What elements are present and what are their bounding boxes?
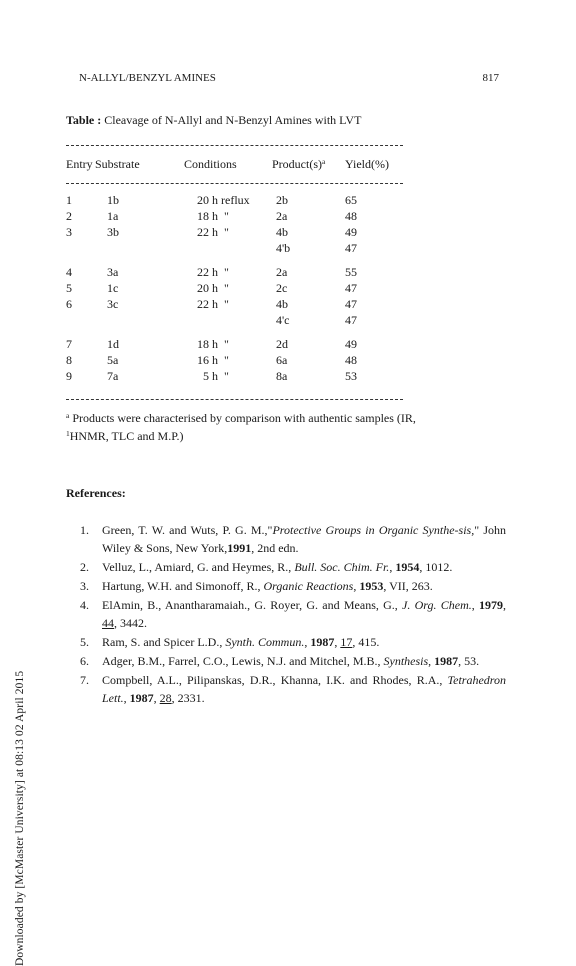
cell-yield: 47 [345,297,357,311]
table-caption-text: Cleavage of N-Allyl and N-Benzyl Amines with LVT [104,113,362,127]
cell-entry: 4 [66,265,72,279]
table-caption [66,113,361,128]
table-row [66,264,406,280]
page-number: 817 [482,72,499,84]
cell-conditions: 22 h " [197,265,229,279]
reference-number: 6. [80,654,89,668]
reference-item: 6. Adger, B.M., Farrel, C.O., Lewis, N.J. and Mitchel, M.B., Synthesis, 1987, 53. [80,654,480,668]
cell-product: 6a [276,353,288,367]
table-rule-top [66,145,403,146]
running-header [79,72,499,84]
reference-item: 1. Green, T. W. and Wuts, P. G. M.,"Protective Groups in Organic Synthe-sis," John Wiley & Sons, New York,1991, 2nd edn. [80,523,506,555]
table-row [66,208,406,224]
reference-number: 7. [80,673,89,687]
cell-product: 2b [276,193,288,207]
cell-substrate: 3b [107,225,119,239]
cell-substrate: 7a [107,369,119,383]
reference-item: 5. Ram, S. and Spicer L.D., Synth. Commun., 1987, 17, 415. [80,635,380,649]
reference-item: 2. Velluz, L., Amiard, G. and Heymes, R., Bull. Soc. Chim. Fr., 1954, 1012. [80,560,453,574]
references-heading: References: [66,486,126,500]
cell-entry: 6 [66,297,72,311]
cell-product: 8a [276,369,288,383]
reference-item: 3. Hartung, W.H. and Simonoff, R., Organic Reactions, 1953, VII, 263. [80,579,433,593]
footnote-text-2: HNMR, TLC and M.P.) [69,429,184,443]
cell-entry: 9 [66,369,72,383]
cell-yield: 65 [345,193,357,207]
download-watermark-text: Downloaded by [McMaster University] at 08:13 02 April 2015 [14,670,26,966]
table-row [66,368,406,384]
header-substrate: Substrate [95,157,140,171]
table-body [66,192,406,384]
header-entry: Entry [66,157,93,171]
cell-substrate: 1c [107,281,119,295]
cell-product: 4b [276,297,288,311]
cell-product: 2a [276,265,288,279]
cell-conditions: 18 h " [197,337,229,351]
cell-conditions: 18 h " [197,209,229,223]
table-row [66,352,406,368]
cell-yield: 49 [345,337,357,351]
footnote-mark: a [66,411,70,420]
cell-entry: 1 [66,193,72,207]
reference-number: 1. [80,523,89,537]
cell-product: 2a [276,209,288,223]
cell-product: 2d [276,337,288,351]
cell-product: 4'c [276,313,290,327]
table-row [66,280,406,296]
cell-conditions: 20 h reflux [197,193,250,207]
cell-product: 2c [276,281,288,295]
download-watermark [2,258,26,966]
cell-yield: 47 [345,241,357,255]
cell-substrate: 3a [107,265,119,279]
cell-substrate: 3c [107,297,119,311]
reference-item: 7. Compbell, A.L., Pilipanskas, D.R., Khanna, I.K. and Rhodes, R.A., Tetrahedron Lett., 1987, 28, 2331. [80,673,506,705]
header-conditions: Conditions [184,157,237,171]
cell-substrate: 5a [107,353,119,367]
cell-yield: 47 [345,281,357,295]
cell-yield: 47 [345,313,357,327]
header-products: $Product(s)^a$ [272,157,326,171]
reference-number: 2. [80,560,89,574]
table-row [66,312,406,328]
cell-entry: 5 [66,281,72,295]
table-row [66,336,406,352]
table-caption-label: Table : [66,113,102,127]
table-row [66,296,406,312]
cell-substrate: 1a [107,209,119,223]
cell-conditions: 22 h " [197,225,229,239]
cell-yield: 49 [345,225,357,239]
running-title: N-ALLYL/BENZYL AMINES [79,72,216,84]
cell-yield: 48 [345,209,357,223]
header-yield: Yield(%) [345,157,389,171]
cell-entry: 7 [66,337,72,351]
cell-product: 4b [276,225,288,239]
cell-entry: 3 [66,225,72,239]
cell-conditions: 22 h " [197,297,229,311]
cell-conditions: 5 h " [197,369,229,383]
cell-yield: 53 [345,369,357,383]
table-row [66,224,406,240]
cell-entry: 8 [66,353,72,367]
reference-number: 3. [80,579,89,593]
table-rule-bottom [66,399,403,400]
table-rule-header [66,183,403,184]
cell-substrate: 1b [107,193,119,207]
cell-conditions: 20 h " [197,281,229,295]
cell-yield: 55 [345,265,357,279]
table-row [66,192,406,208]
reference-item: 4. ElAmin, B., Anantharamaiah., G. Royer, G. and Means, G., J. Org. Chem., 1979, 44, 3442. [80,598,507,630]
cell-substrate: 1d [107,337,119,351]
reference-number: 5. [80,635,89,649]
cell-product: 4'b [276,241,291,255]
table-header-row [66,156,406,172]
footnote-sup: 1 [66,429,70,438]
cell-entry: 2 [66,209,72,223]
reference-number: 4. [80,598,89,612]
cell-yield: 48 [345,353,357,367]
table-row [66,240,406,256]
cell-conditions: 16 h " [197,353,229,367]
table-footnote [66,409,503,445]
references-list [66,521,506,708]
footnote-text-1: Products were characterised by comparison with authentic samples (IR, [69,411,416,425]
